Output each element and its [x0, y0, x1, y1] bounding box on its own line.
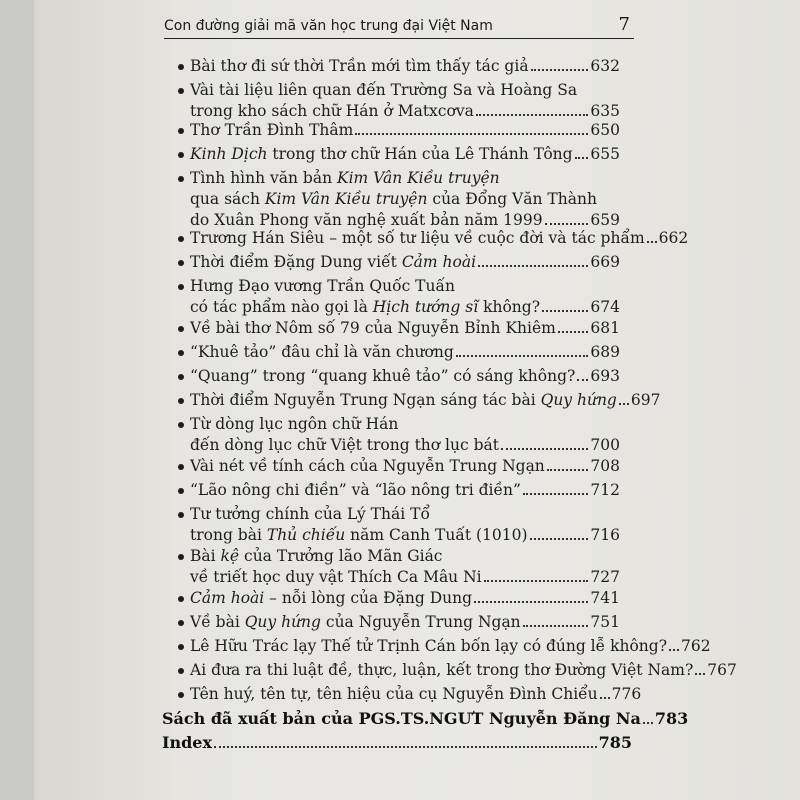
dot-leader [695, 673, 705, 675]
bullet-icon [178, 422, 184, 428]
dot-leader [542, 310, 588, 312]
toc-page-number: 716 [590, 526, 620, 544]
bullet-icon [178, 350, 184, 356]
dot-leader [669, 649, 679, 651]
dot-leader [531, 69, 589, 71]
toc-page-number: 776 [611, 685, 642, 703]
toc-page-number: 681 [590, 319, 620, 337]
toc-entry-title-line: Cảm hoài – nỗi lòng của Đặng Dung [190, 589, 473, 607]
dot-leader [530, 538, 589, 540]
toc-entry-title-line: “Quang” trong “quang khuê tảo” có sáng không? [190, 367, 576, 385]
bullet-icon [178, 692, 184, 698]
toc-page-number: 708 [590, 457, 620, 475]
toc-page-number: 727 [590, 568, 620, 586]
toc-page-number: 635 [590, 102, 620, 120]
bullet-icon [178, 398, 184, 404]
toc-entry [190, 390, 661, 411]
toc-page-number: 785 [598, 733, 632, 752]
toc-entry [190, 366, 620, 387]
bullet-icon [178, 596, 184, 602]
bullet-icon [178, 464, 184, 470]
bullet-icon [178, 260, 184, 266]
dot-leader [484, 580, 589, 582]
bullet-icon [178, 64, 184, 70]
toc-page-number: 767 [707, 661, 737, 679]
dot-leader [456, 355, 589, 357]
dot-leader [547, 469, 589, 471]
toc-page-number: 712 [590, 481, 620, 499]
dot-leader [214, 746, 597, 748]
dot-leader [523, 493, 588, 495]
bullet-icon [178, 176, 184, 182]
toc-entry-title-line: về triết học duy vật Thích Ca Mâu Ni [190, 568, 482, 586]
dot-leader [600, 697, 610, 699]
dot-leader [355, 133, 588, 135]
toc-entry [190, 456, 620, 477]
bullet-icon [178, 668, 184, 674]
toc-page-number: 783 [654, 709, 689, 728]
toc-entry [190, 684, 642, 705]
toc-entry-title-line: Tư tưởng chính của Lý Thái Tổ [190, 505, 430, 523]
toc-entry-title-line: Bài thơ đi sứ thời Trần mới tìm thấy tác giả [190, 57, 529, 75]
toc-entry [190, 612, 620, 633]
dot-leader [545, 223, 589, 225]
toc-entry-title-line: trong kho sách chữ Hán ở Matxcơva [190, 102, 474, 120]
dot-leader [478, 265, 588, 267]
toc-final-title: Sách đã xuất bản của PGS.TS.NGƯT Nguyễn Đăng Na [162, 709, 641, 728]
toc-page-number: 655 [590, 145, 620, 163]
toc-entry-title-line: Hưng Đạo vương Trần Quốc Tuấn [190, 277, 455, 295]
toc-page-number: 674 [590, 298, 620, 316]
bullet-icon [178, 644, 184, 650]
toc-entry [190, 546, 620, 588]
toc-entry-title-line: đến dòng lục chữ Việt trong thơ lục bát [190, 436, 499, 454]
bullet-icon [178, 88, 184, 94]
toc-entry-title-line: Lê Hữu Trác lạy Thế tử Trịnh Cán bốn lạy có đúng lễ không? [190, 637, 668, 655]
toc-entry [190, 480, 620, 501]
dot-leader [523, 625, 589, 627]
toc-page-number: 697 [630, 391, 661, 409]
toc-page-number: 662 [658, 229, 689, 247]
toc-entry-title-line: Vài tài liệu liên quan đến Trường Sa và Hoàng Sa [190, 81, 578, 99]
bullet-icon [178, 374, 184, 380]
toc-page-number: 741 [590, 589, 620, 607]
toc-entry-title-line: Tình hình văn bản Kim Vân Kiều truyện [190, 169, 500, 187]
toc-entry-title-line: có tác phẩm nào gọi là Hịch tướng sĩ không? [190, 298, 541, 316]
toc-entry [190, 588, 620, 609]
toc-entry [190, 144, 620, 165]
toc-entry [190, 318, 620, 339]
toc-entry-title-line: Về bài thơ Nôm số 79 của Nguyễn Bỉnh Khiêm [190, 319, 556, 337]
toc-entry [190, 504, 620, 546]
bullet-icon [178, 326, 184, 332]
header-title: Con đường giải mã văn học trung đại Việt Nam [164, 18, 493, 34]
dot-leader [619, 403, 629, 405]
toc-entry-title-line: “Lão nông chi điền” và “lão nông tri điền” [190, 481, 521, 499]
toc-page-number: 659 [590, 211, 620, 229]
toc-entry-title-line: Thời điểm Đặng Dung viết Cảm hoài [190, 253, 477, 271]
toc-entry-title-line: trong bài Thủ chiếu năm Canh Tuất (1010) [190, 526, 528, 544]
toc-page-number: 632 [590, 57, 620, 75]
dot-leader [501, 448, 588, 450]
dot-leader [476, 114, 589, 116]
dot-leader [575, 157, 589, 159]
toc-page-number: 751 [590, 613, 620, 631]
toc-entry-title-line: “Khuê tảo” đâu chỉ là văn chương [190, 343, 454, 361]
toc-entry [190, 276, 620, 318]
toc-entry [190, 342, 620, 363]
bullet-icon [178, 284, 184, 290]
toc-final-entry [162, 708, 689, 730]
toc-page-number: 693 [590, 367, 620, 385]
toc-entry-title-line: Thơ Trần Đình Thâm [190, 121, 354, 139]
toc-entry [190, 252, 620, 273]
bullet-icon [178, 620, 184, 626]
toc-entry-title-line: Tên huý, tên tự, tên hiệu của cụ Nguyễn Đình Chiểu [190, 685, 598, 703]
bullet-icon [178, 488, 184, 494]
toc-entry [190, 660, 737, 681]
toc-page-number: 689 [590, 343, 620, 361]
toc-entry-title-line: Thời điểm Nguyễn Trung Ngạn sáng tác bài Quy hứng [190, 391, 617, 409]
toc-entry-title-line: Từ dòng lục ngôn chữ Hán [190, 415, 399, 433]
toc-page-number: 650 [590, 121, 620, 139]
bullet-icon [178, 152, 184, 158]
toc-page-number: 700 [590, 436, 620, 454]
dot-leader [558, 331, 589, 333]
toc-entry-title-line: Vài nét về tính cách của Nguyễn Trung Ngạn [190, 457, 545, 475]
dot-leader [474, 601, 588, 603]
dot-leader [643, 722, 653, 724]
bullet-icon [178, 236, 184, 242]
toc-entry [190, 414, 620, 456]
toc-page-number: 669 [590, 253, 620, 271]
bullet-icon [178, 512, 184, 518]
toc-entry-title-line: qua sách Kim Vân Kiều truyện của Đổng Văn Thành [190, 190, 597, 208]
toc-entry-title-line: Trương Hán Siêu – một số tư liệu về cuộc đời và tác phẩm [190, 229, 645, 247]
toc-entry [190, 56, 620, 77]
running-header [164, 12, 634, 39]
page-number: 7 [618, 14, 630, 35]
bullet-icon [178, 128, 184, 134]
toc-entry [190, 168, 620, 231]
bullet-icon [178, 554, 184, 560]
toc-page-number: 762 [681, 637, 711, 655]
toc-entry-title-line: Ai đưa ra thi luật đề, thực, luận, kết trong thơ Đường Việt Nam? [190, 661, 694, 679]
dot-leader [577, 379, 588, 381]
toc-entry-title-line: do Xuân Phong văn nghệ xuất bản năm 1999 [190, 211, 543, 229]
toc-entry [190, 120, 620, 141]
toc-entry-title-line: Về bài Quy hứng của Nguyễn Trung Ngạn [190, 613, 521, 631]
toc-final-entry [162, 732, 632, 754]
dot-leader [647, 241, 657, 243]
toc-entry-title-line: Kinh Dịch trong thơ chữ Hán của Lê Thánh Tông [190, 145, 573, 163]
toc-entry [190, 80, 620, 122]
toc-entry [190, 636, 711, 657]
toc-entry-title-line: Bài kệ của Trưởng lão Mãn Giác [190, 547, 443, 565]
toc-entry [190, 228, 689, 249]
toc-final-title: Index [162, 733, 213, 752]
